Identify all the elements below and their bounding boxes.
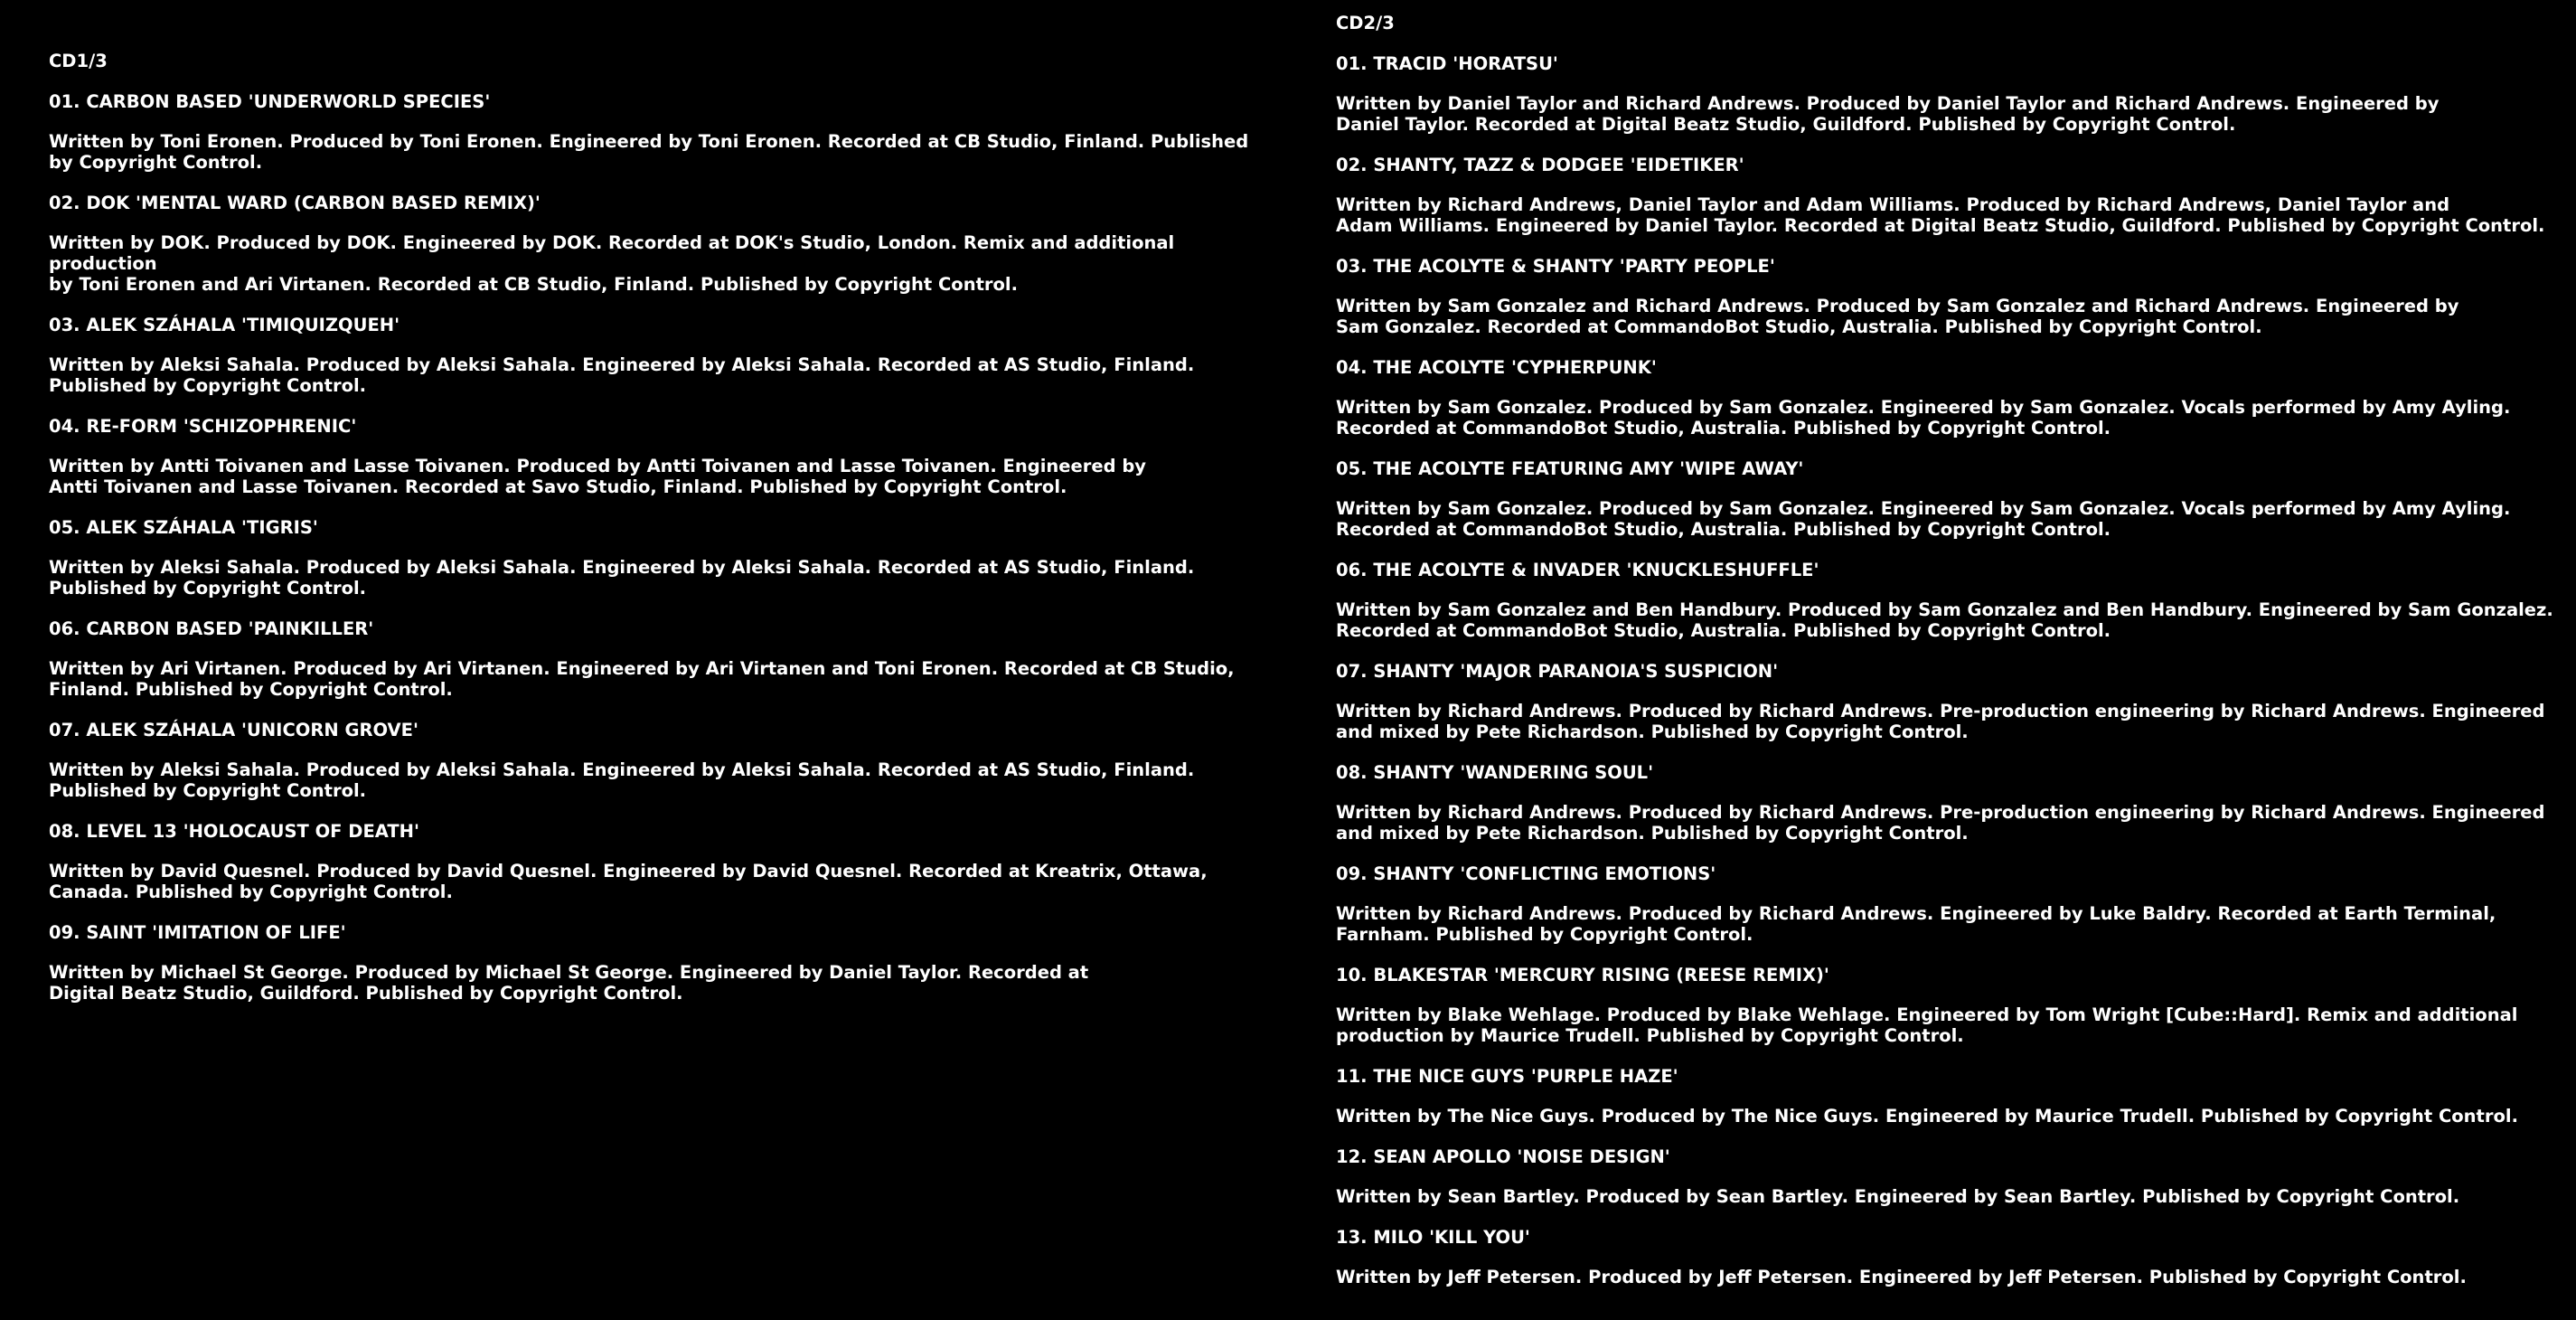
track-item (1336, 863, 2556, 945)
track-credit: Written by Blake Wehlage. Produced by Blake Wehlage. Engineered by Tom Wright [Cube::Hard]. Remix and additional production by Maurice Trudell. Published by Copyright Control. (1336, 1004, 2518, 1046)
track-item (49, 618, 1287, 700)
cd1-title: CD1/3 (49, 51, 108, 71)
track-title: 09. SAINT 'IMITATION OF LIFE' (49, 922, 346, 943)
track-credit: Written by Aleksi Sahala. Produced by Aleksi Sahala. Engineered by Aleksi Sahala. Recorded at AS Studio, Finland. Published by Copyright Control. (49, 759, 1195, 801)
track-item (49, 517, 1287, 599)
track-title: 13. MILO 'KILL YOU' (1336, 1227, 1530, 1248)
track-item (49, 193, 1287, 295)
track-credit: Written by Aleksi Sahala. Produced by Aleksi Sahala. Engineered by Aleksi Sahala. Recorded at AS Studio, Finland. Published by Copyright Control. (49, 354, 1195, 396)
track-title: 07. SHANTY 'MAJOR PARANOIA'S SUSPICION' (1336, 661, 1779, 682)
track-title: 05. THE ACOLYTE FEATURING AMY 'WIPE AWAY' (1336, 458, 1804, 479)
track-title: 04. RE-FORM 'SCHIZOPHRENIC' (49, 416, 357, 437)
track-credit: Written by Ari Virtanen. Produced by Ari Virtanen. Engineered by Ari Virtanen and Toni Eronen. Recorded at CB Studio, Finland. Published by Copyright Control. (49, 658, 1235, 700)
track-title: 05. ALEK SZÁHALA 'TIGRIS' (49, 517, 318, 538)
track-item (49, 720, 1287, 801)
track-title: 01. CARBON BASED 'UNDERWORLD SPECIES' (49, 91, 491, 112)
track-item (1336, 965, 2556, 1046)
track-title: 03. ALEK SZÁHALA 'TIMIQUIZQUEH' (49, 315, 400, 335)
track-item (1336, 357, 2556, 438)
track-item (1336, 1146, 2556, 1207)
cd1-column (49, 51, 1287, 1023)
track-title: 03. THE ACOLYTE & SHANTY 'PARTY PEOPLE' (1336, 256, 1775, 277)
track-item (49, 315, 1287, 396)
track-title: 11. THE NICE GUYS 'PURPLE HAZE' (1336, 1066, 1678, 1087)
track-title: 04. THE ACOLYTE 'CYPHERPUNK' (1336, 357, 1657, 378)
track-credit: Written by The Nice Guys. Produced by The Nice Guys. Engineered by Maurice Trudell. Published by Copyright Control. (1336, 1106, 2518, 1127)
track-credit: Written by Toni Eronen. Produced by Toni Eronen. Engineered by Toni Eronen. Recorded at CB Studio, Finland. Published by Copyright Control. (49, 131, 1249, 173)
track-credit: Written by Michael St George. Produced by Michael St George. Engineered by Daniel Taylor. Recorded at Digital Beatz Studio, Guildford. Published by Copyright Control. (49, 962, 1089, 1004)
track-item (1336, 256, 2556, 337)
track-credit: Written by Daniel Taylor and Richard Andrews. Produced by Daniel Taylor and Richard Andrews. Engineered by Daniel Taylor. Recorded at Digital Beatz Studio, Guildford. Published by Copyright Control. (1336, 93, 2440, 135)
cd2-column (1336, 13, 2556, 1307)
track-credit: Written by Sam Gonzalez and Ben Handbury. Produced by Sam Gonzalez and Ben Handbury. Engineered by Sam Gonzalez. Recorded at CommandoBot Studio, Australia. Published by Copyright Control. (1336, 599, 2553, 641)
track-credit: Written by Aleksi Sahala. Produced by Aleksi Sahala. Engineered by Aleksi Sahala. Recorded at AS Studio, Finland. Published by Copyright Control. (49, 557, 1195, 599)
track-credit: Written by Sam Gonzalez and Richard Andrews. Produced by Sam Gonzalez and Richard Andrews. Engineered by Sam Gonzalez. Recorded at CommandoBot Studio, Australia. Published by Copyright Control. (1336, 296, 2459, 337)
track-item (1336, 1066, 2556, 1127)
track-item (1336, 53, 2556, 135)
track-title: 06. THE ACOLYTE & INVADER 'KNUCKLESHUFFLE' (1336, 560, 1819, 580)
track-item (1336, 762, 2556, 844)
track-credit: Written by Richard Andrews. Produced by Richard Andrews. Engineered by Luke Baldry. Recorded at Earth Terminal, Farnham. Published by Copyright Control. (1336, 903, 2496, 945)
track-credit: Written by Jeff Petersen. Produced by Jeff Petersen. Engineered by Jeff Petersen. Published by Copyright Control. (1336, 1267, 2467, 1287)
track-credit: Written by Sam Gonzalez. Produced by Sam Gonzalez. Engineered by Sam Gonzalez. Vocals performed by Amy Ayling. Recorded at CommandoBot Studio, Australia. Published by Copyright Control. (1336, 397, 2511, 438)
track-item (1336, 560, 2556, 641)
track-title: 02. DOK 'MENTAL WARD (CARBON BASED REMIX)' (49, 193, 541, 213)
track-credit: Written by Richard Andrews. Produced by Richard Andrews. Pre-production engineering by Richard Andrews. Engineered and mixed by Pete Richardson. Published by Copyright Control. (1336, 701, 2545, 742)
track-title: 07. ALEK SZÁHALA 'UNICORN GROVE' (49, 720, 418, 740)
track-credit: Written by Sam Gonzalez. Produced by Sam Gonzalez. Engineered by Sam Gonzalez. Vocals performed by Amy Ayling. Recorded at CommandoBot Studio, Australia. Published by Copyright Control. (1336, 498, 2511, 540)
track-credit: Written by Richard Andrews, Daniel Taylor and Adam Williams. Produced by Richard Andrews, Daniel Taylor and Adam Williams. Engineered by Daniel Taylor. Recorded at Digital Beatz Studio, Guildford. Published by Copyright Control. (1336, 194, 2545, 236)
track-item (1336, 458, 2556, 540)
track-title: 06. CARBON BASED 'PAINKILLER' (49, 618, 374, 639)
track-item (1336, 155, 2556, 236)
track-credit: Written by David Quesnel. Produced by David Quesnel. Engineered by David Quesnel. Recorded at Kreatrix, Ottawa, Canada. Published by Copyright Control. (49, 861, 1208, 902)
track-item (49, 91, 1287, 173)
track-title: 08. SHANTY 'WANDERING SOUL' (1336, 762, 1654, 783)
track-title: 10. BLAKESTAR 'MERCURY RISING (REESE REMIX)' (1336, 965, 1829, 985)
track-credit: Written by DOK. Produced by DOK. Engineered by DOK. Recorded at DOK's Studio, London. Remix and additional production by Toni Eronen and Ari Virtanen. Recorded at CB Studio, Finland. Published by Copyright Control. (49, 232, 1175, 295)
track-title: 01. TRACID 'HORATSU' (1336, 53, 1558, 74)
track-item (49, 922, 1287, 1004)
track-item (1336, 1227, 2556, 1287)
track-credit: Written by Antti Toivanen and Lasse Toivanen. Produced by Antti Toivanen and Lasse Toivanen. Engineered by Antti Toivanen and Lasse Toivanen. Recorded at Savo Studio, Finland. Published by Copyright Control. (49, 456, 1146, 497)
track-credit: Written by Sean Bartley. Produced by Sean Bartley. Engineered by Sean Bartley. Published by Copyright Control. (1336, 1186, 2460, 1207)
track-title: 12. SEAN APOLLO 'NOISE DESIGN' (1336, 1146, 1670, 1167)
track-item (49, 821, 1287, 902)
track-item (1336, 661, 2556, 742)
track-title: 09. SHANTY 'CONFLICTING EMOTIONS' (1336, 863, 1716, 884)
cd2-title: CD2/3 (1336, 13, 1395, 33)
track-item (49, 416, 1287, 497)
track-title: 08. LEVEL 13 'HOLOCAUST OF DEATH' (49, 821, 419, 842)
track-credit: Written by Richard Andrews. Produced by Richard Andrews. Pre-production engineering by Richard Andrews. Engineered and mixed by Pete Richardson. Published by Copyright Control. (1336, 802, 2545, 844)
track-title: 02. SHANTY, TAZZ & DODGEE 'EIDETIKER' (1336, 155, 1744, 175)
